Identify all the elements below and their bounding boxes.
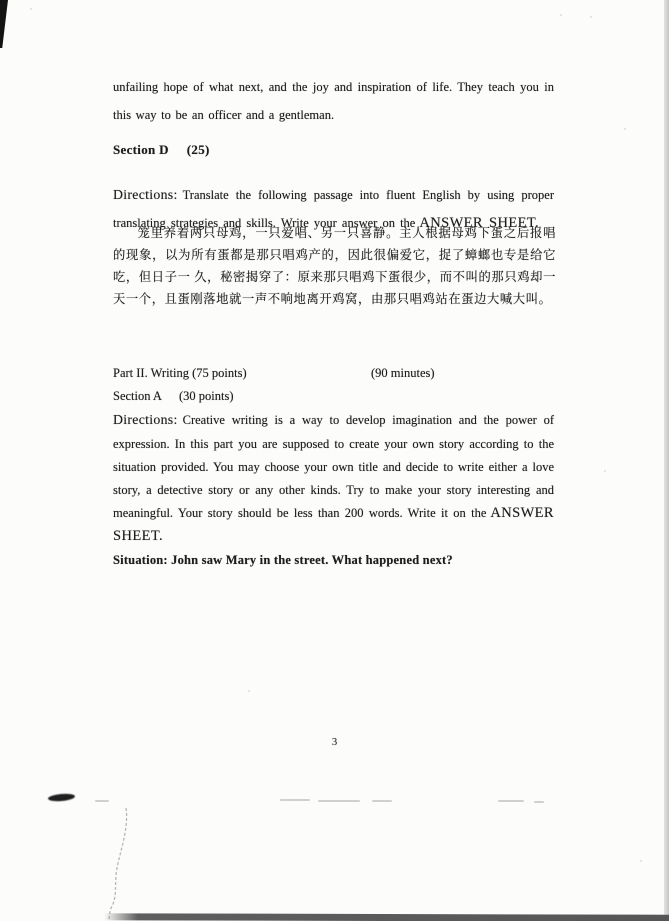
part-ii-heading-row bbox=[113, 362, 554, 385]
scan-streak bbox=[498, 800, 524, 802]
scan-edge-shadow bbox=[664, 0, 669, 921]
situation-line: Situation: John saw Mary in the street. What happened next? bbox=[113, 552, 453, 567]
scan-speck bbox=[560, 14, 562, 16]
section-a-title: Section A bbox=[113, 389, 162, 404]
pencil-scribble-line bbox=[96, 804, 140, 921]
scan-speck bbox=[30, 8, 32, 10]
scan-speck bbox=[640, 860, 642, 862]
section-a-directions bbox=[113, 408, 554, 548]
section-d-heading bbox=[113, 142, 554, 158]
scan-speck bbox=[590, 16, 592, 18]
chinese-translation-passage: 笼里养着两只母鸡，一只爱唱、另一只喜静。主人根据母鸡下蛋之后报唱的现象，以为所有蛋都是那只唱鸡产的，因此很偏爱它，捉了蟑螂也专是给它吃，但日子一 久，秘密揭穿了：原来那只唱鸡下蛋很少，而不叫的那只鸡却一天一个，且蛋刚落地就一声不响地离开鸡窝，由那只唱鸡站在蛋边大喊大叫。 bbox=[113, 226, 556, 307]
directions-label: Directions: bbox=[113, 186, 178, 202]
page-number: 3 bbox=[331, 736, 338, 748]
answer-sheet-text: ANSWER SHEET. bbox=[419, 215, 540, 231]
scan-streak bbox=[95, 800, 109, 802]
scan-corner-mark bbox=[0, 0, 8, 48]
scan-speck bbox=[604, 470, 606, 472]
part-ii-title: Part II. Writing (75 points) bbox=[113, 366, 247, 380]
answer-sheet-text: ANSWER SHEET. bbox=[113, 505, 554, 545]
section-d-points: (25) bbox=[186, 142, 210, 157]
section-d-title: Section D bbox=[113, 142, 169, 157]
scan-streak bbox=[318, 800, 360, 802]
part-ii-block bbox=[113, 362, 554, 572]
intro-paragraph: unfailing hope of what next, and the joy and inspiration of life. They teach you in this way to be an officer and a gentleman. bbox=[113, 79, 554, 122]
directions-text: Creative writing is a way to develop imagination and the power of expression. In this part you are supposed to create your own story according to the situation provided. You may choose your own title and decide to write either a love story, a detective story or any other kinds. Try to make your story interesting and meaningful. Your story should be less than 200 words. Write it on the bbox=[113, 413, 554, 521]
scan-speck bbox=[624, 128, 626, 130]
scan-streak bbox=[280, 799, 310, 801]
directions-label: Directions: bbox=[113, 412, 178, 428]
section-a-points: (30 points) bbox=[178, 389, 234, 404]
directions-text: Translate the following passage into fluent English by using proper translating strategies and skills. Write your answer on the bbox=[113, 187, 554, 230]
part-ii-duration: (90 minutes) bbox=[371, 366, 435, 380]
scan-streak bbox=[534, 801, 544, 803]
scanner-bottom-shadow bbox=[104, 913, 669, 921]
scan-streak bbox=[372, 800, 392, 802]
section-a-heading-row bbox=[113, 385, 554, 408]
ink-smudge bbox=[48, 793, 76, 802]
scan-speck bbox=[248, 690, 250, 692]
